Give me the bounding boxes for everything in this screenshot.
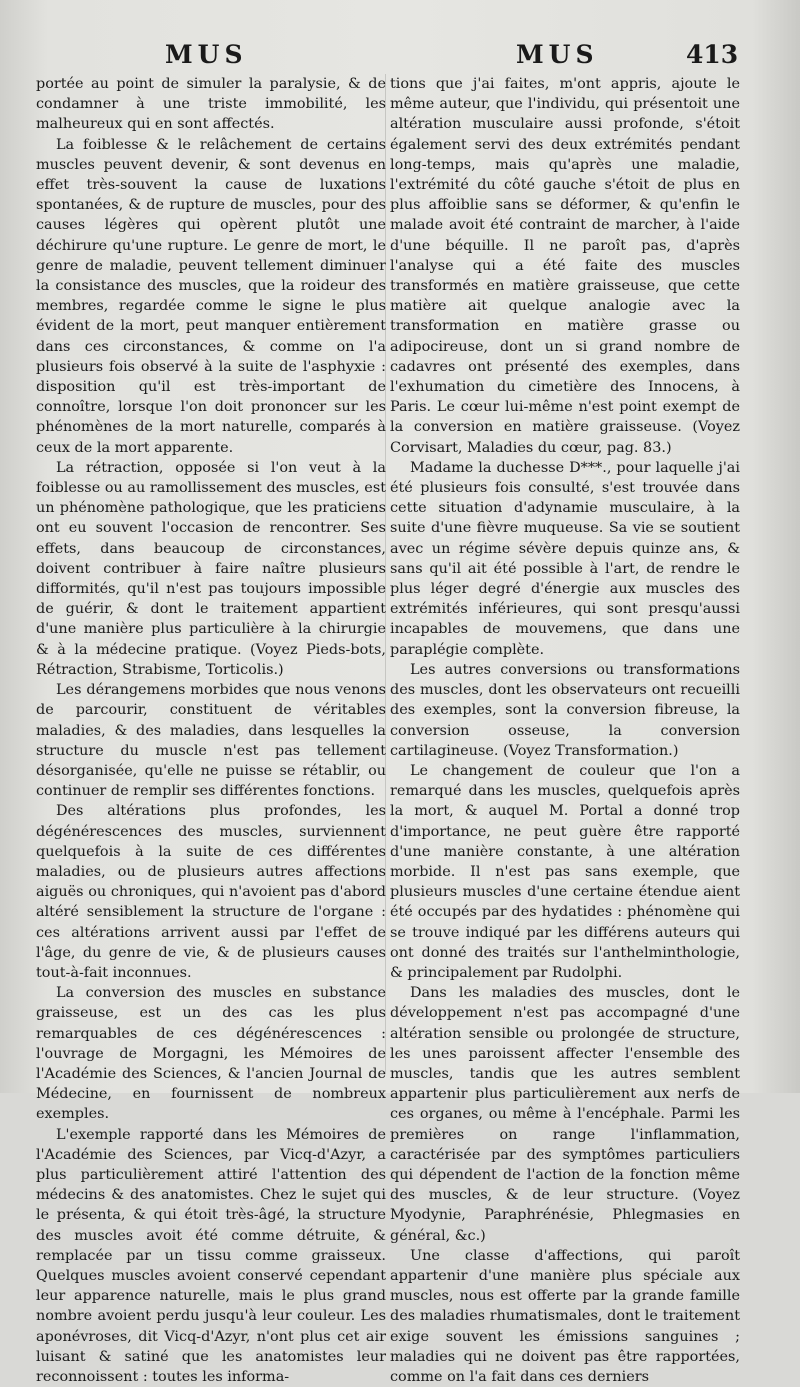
paragraph: Le changement de couleur que l'on a remarqué dans les muscles, quelquefois après la mort, & auquel M. Portal a donné trop d'importance, ne peut guère être rapporté d'une manière constante, à une altération morbide. Il n'est pas sans exemple, que plusieurs muscles d'une certaine étendue aient été occupés par des hydatides : phénomène qui se trouve indiqué par les différens auteurs qui ont donné des traités sur l'anthelminthologie, & principalement par Rudolphi. [390,762,740,981]
paragraph: Dans les maladies des muscles, dont le développement n'est pas accompagné d'une altération sensible ou prolongée de structure, les unes paroissent affecter l'ensemble des muscles, tandis que les autres semblent appartenir plus particulièrement aux nerfs de ces organes, ou même à l'encéphale. Parmi les premières on range l'inflammation, caractérisée par des symptômes particuliers qui dépendent de l'action de la fonction même des muscles, & de leur structure. (Voyez Myodynie, Paraphrénésie, Phlegmasies en général, &c.) [390,985,740,1244]
paragraph: tions que j'ai faites, m'ont appris, ajoute le même auteur, que l'individu, qui présentoit une altération musculaire aussi profonde, s'étoit également servi des deux extrémités pendant long-temps, mais qu'après une maladie, l'extrémité du côté gauche s'étoit de plus en plus affoiblie sans se déformer, & qu'enfin le malade avoit été contraint de marcher, à l'aide d'une béquille. Il ne paroît pas, d'après l'analyse qui a été faite des muscles transformés en matière graisseuse, que cette matière ait quelque analogie avec la transformation en matière grasse ou adipocireuse, dont un si grand nombre de cadavres ont présenté des exemples, dans l'exhumation du cimetière des Innocens, à Paris. Le cœur lui-même n'est point exempt de la conversion en matière graisseuse. (Voyez Corvisart, Maladies du cœur, pag. 83.) [390,76,740,456]
page-number: 413 [686,40,739,69]
paragraph: Les dérangemens morbides que nous venons de parcourir, constituent de véritables maladies, & des maladies, dans lesquelles la structure du muscle n'est pas tellement désorganisée, qu'elle ne puisse se rétablir, ou continuer de remplir ses différentes fonctions. [36,682,386,800]
running-head-left: MUS [165,40,248,69]
left-column [36,74,386,1387]
paragraph: L'exemple rapporté dans les Mémoires de l'Académie des Sciences, par Vicq-d'Azyr, a plus particulièrement attiré l'attention des médecins & des anatomistes. Chez le sujet qui le présenta, & qui étoit très-âgé, la structure des muscles avoit été comme détruite, & remplacée par un tissu comme graisseux. Quelques muscles avoient conservé cependant leur apparence naturelle, mais le plus grand nombre avoient perdu jusqu'à leur couleur. Les aponévroses, dit Vicq-d'Azyr, n'ont plus cet air luisant & satiné que les anatomistes leur reconnoissent : toutes les informa- [36,1126,386,1385]
paragraph: Une classe d'affections, qui paroît appartenir d'une manière plus spéciale aux muscles, nous est offerte par la grande famille des maladies rhumatismales, dont le traitement exige souvent les émissions sanguines ; maladies qui ne doivent pas être rapportées, comme on l'a fait dans ces derniers [390,1247,740,1385]
paragraph: La rétraction, opposée si l'on veut à la foiblesse ou au ramollissement des muscles, est un phénomène pathologique, que les praticiens ont eu souvent l'occasion de rencontrer. Ses effets, dans beaucoup de circonstances, doivent contribuer à faire naître plusieurs difformités, qu'il n'est pas toujours impossible de guérir, & dont le traitement appartient d'une manière plus particulière à la chirurgie & à la médecine pratique. (Voyez Pieds-bots, Rétraction, Strabisme, Torticolis.) [36,459,386,678]
right-column [390,74,740,1387]
paragraph: La foiblesse & le relâchement de certains muscles peuvent devenir, & sont devenus en effet très-souvent la cause de luxations spontanées, & de rupture de muscles, pour des causes légères qui opèrent plutôt une déchirure qu'une rupture. Le genre de mort, le genre de maladie, peuvent tellement diminuer la consistance des muscles, que la roideur des membres, regardée comme le signe le plus évident de la mort, peut manquer entièrement dans ces circonstances, & comme on l'a plusieurs fois observé à la suite de l'asphyxie : disposition qu'il est très-important de connoître, lorsque l'on doit prononcer sur les phénomènes de la mort naturelle, comparés à ceux de la mort apparente. [36,136,386,456]
paragraph: Les autres conversions ou transformations des muscles, dont les observateurs ont recueilli des exemples, sont la conversion fibreuse, la conversion osseuse, la conversion cartilagineuse. (Voyez Transformation.) [390,661,740,759]
paragraph: Des altérations plus profondes, les dégénérescences des muscles, surviennent quelquefois à la suite de ces différentes maladies, ou de plusieurs autres affections aiguës ou chroniques, qui n'avoient pas d'abord altéré sensiblement la structure de l'organe : ces altérations arrivent aussi par l'effet de l'âge, du genre de vie, & de plusieurs causes tout-à-fait inconnues. [36,803,386,981]
running-head-right: MUS [516,40,599,69]
column-divider [385,74,386,1074]
paragraph: La conversion des muscles en substance graisseuse, est un des cas les plus remarquables de ces dégénérescences : l'ouvrage de Morgagni, les Mémoires de l'Académie des Sciences, & l'ancien Journal de Médecine, en fournissent de nombreux exemples. [36,985,386,1123]
paragraph: portée au point de simuler la paralysie, & de condamner à une triste immobilité, les malheureux qui en sont affectés. [36,76,386,133]
paragraph: Madame la duchesse D***., pour laquelle j'ai été plusieurs fois consulté, s'est trouvée dans cette situation d'adynamie musculaire, à la suite d'une fièvre muqueuse. Sa vie se soutient avec un régime sévère depuis quinze ans, & sans qu'il ait été possible à l'art, de rendre le plus léger degré d'énergie aux muscles des extrémités inférieures, qui sont presqu'aussi incapables de mouvemens, que dans une paraplégie complète. [390,459,740,658]
